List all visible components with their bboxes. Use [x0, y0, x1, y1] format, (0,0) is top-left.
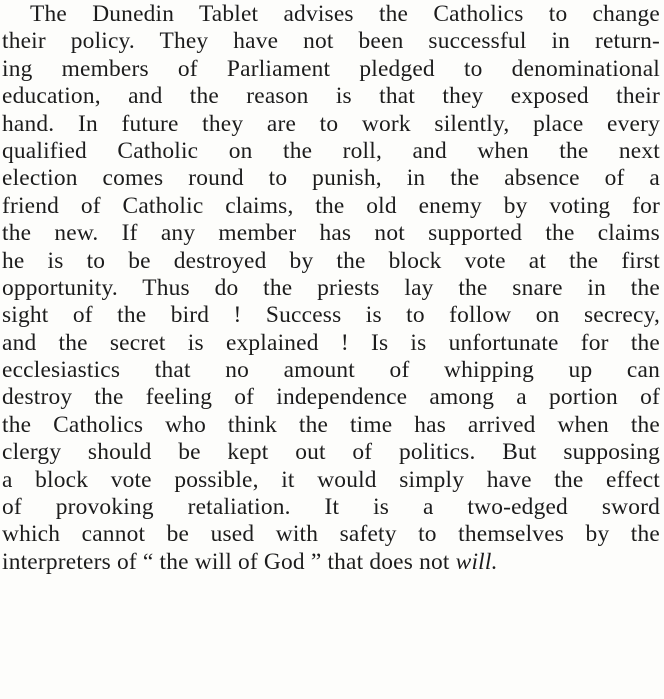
text-line: ing members of Parliament pledged to denominational — [2, 55, 660, 82]
article-paragraph — [2, 0, 660, 576]
text-line: he is to be destroyed by the block vote at the first — [2, 247, 660, 274]
text-line: which cannot be used with safety to themselves by the — [2, 521, 660, 548]
text-line-final — [2, 549, 660, 576]
text-line: ecclesiastics that no amount of whipping up can — [2, 357, 660, 384]
text-line: the Catholics who think the time has arrived when the — [2, 411, 660, 438]
text-line: destroy the feeling of independence among a portion of — [2, 384, 660, 411]
text-line: sight of the bird ! Success is to follow on secrecy, — [2, 302, 660, 329]
text-line: hand. In future they are to work silently, place every — [2, 110, 660, 137]
text-line: their policy. They have not been successful in return- — [2, 28, 660, 55]
text-line: the new. If any member has not supported the claims — [2, 220, 660, 247]
text-line: The Dunedin Tablet advises the Catholics to change — [30, 1, 660, 27]
final-line-text: interpreters of “ the will of God ” that does not — [2, 548, 450, 575]
text-line: election comes round to punish, in the absence of a — [2, 165, 660, 192]
text-line: a block vote possible, it would simply have the effect — [2, 466, 660, 493]
text-line: education, and the reason is that they exposed their — [2, 83, 660, 110]
text-line: and the secret is explained ! Is is unfortunate for the — [2, 329, 660, 356]
text-line: of provoking retaliation. It is a two-edged sword — [2, 494, 660, 521]
text-line: opportunity. Thus do the priests lay the snare in the — [2, 274, 660, 301]
text-line: friend of Catholic claims, the old enemy by voting for — [2, 192, 660, 219]
text-line: clergy should be kept out of politics. But supposing — [2, 439, 660, 466]
italic-emphasis: will. — [455, 548, 498, 575]
text-line: qualified Catholic on the roll, and when the next — [2, 137, 660, 164]
